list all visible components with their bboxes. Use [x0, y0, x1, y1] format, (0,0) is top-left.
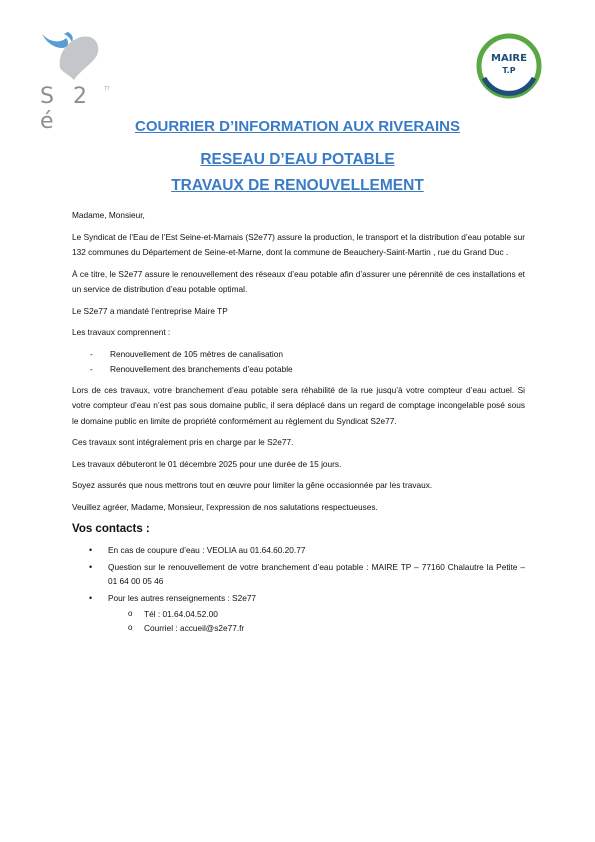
- contacts-list: [72, 543, 525, 635]
- document-title: COURRIER D’INFORMATION AUX RIVERAINS: [134, 118, 460, 135]
- s2e77-logo-icon: [38, 28, 108, 84]
- list-item: [72, 347, 525, 362]
- list-item: [108, 607, 525, 621]
- works-list: [72, 347, 525, 377]
- letter-body: [72, 208, 525, 638]
- bullet-icon: •: [89, 562, 93, 572]
- s2e77-logo-superscript: 77: [104, 86, 110, 92]
- paragraph-closing: Veuillez agréer, Madame, Monsieur, l’expression de nos salutations respectueuses.: [72, 501, 378, 512]
- bullet-icon: •: [89, 593, 93, 603]
- paragraph-funding: Ces travaux sont intégralement pris en charge par le S2e77.: [72, 437, 294, 447]
- paragraph-syndicate: Le Syndicat de l’Eau de l’Est Seine-et-Marnais (S2e77) assure la production, le transport et la distribution d’eau potable sur 132 communes du Département de Seine-et-Marne, dont la commune de Beauchery-Saint-Martin , rue du Grand Duc .: [72, 231, 525, 257]
- list-item: [72, 543, 525, 557]
- works-item-text: Renouvellement des branchements d’eau potable: [110, 363, 293, 374]
- contact-other-details: [108, 607, 525, 635]
- paragraph-apology: Soyez assurés que nous mettrons tout en œuvre pour limiter la gêne occasionnée par les travaux.: [72, 480, 433, 490]
- contact-water-outage: En cas de coupure d’eau : VEOLIA au 01.64.60.20.77: [108, 545, 306, 555]
- s2e77-logo: [38, 28, 110, 134]
- works-item-text: Renouvellement de 105 mètres de canalisation: [110, 348, 283, 359]
- list-item: [72, 362, 525, 377]
- document-subtitle-works: TRAVAUX DE RENOUVELLEMENT: [171, 177, 424, 194]
- contact-email: Courriel : accueil@s2e77.fr: [144, 623, 245, 633]
- list-item: [72, 560, 525, 588]
- paragraph-contractor: Le S2e77 a mandaté l’entreprise Maire TP: [72, 305, 228, 316]
- s2e77-logo-text: S 2 é: [40, 84, 93, 134]
- greeting: Madame, Monsieur,: [72, 210, 145, 220]
- paragraph-connection: Lors de ces travaux, votre branchement d’eau potable sera réhabilité de la rue jusqu’à votre compteur d’eau actuel. Si votre compteur d’eau n’est pas sous domaine public, il sera déplacé dans un regard de comptage incongelable posé sous le domaine public en limite de propriété conformément au règlement du Syndicat S2e77.: [72, 384, 525, 426]
- works-intro: Les travaux comprennent :: [72, 327, 171, 337]
- maire-tp-logo-name: MAIRE: [491, 53, 527, 64]
- maire-tp-logo-subname: T.P: [502, 66, 516, 75]
- contact-other: Pour les autres renseignements : S2e77: [108, 593, 257, 603]
- document-subtitle-network: RESEAU D’EAU POTABLE: [200, 151, 395, 168]
- dash-bullet-icon: -: [90, 348, 93, 359]
- circle-bullet-icon: o: [128, 623, 133, 632]
- bullet-icon: •: [89, 545, 93, 555]
- paragraph-schedule: Les travaux débuteront le 01 décembre 2025 pour une durée de 15 jours.: [72, 458, 342, 469]
- circle-bullet-icon: o: [128, 609, 133, 618]
- list-item: [108, 621, 525, 635]
- dash-bullet-icon: -: [90, 363, 93, 374]
- maire-tp-logo: [476, 33, 542, 99]
- contacts-heading: Vos contacts :: [72, 523, 150, 535]
- paragraph-renewal: À ce titre, le S2e77 assure le renouvellement des réseaux d’eau potable afin d’assurer une pérennité de ces installations et un service de distribution d’eau potable optimal.: [72, 268, 525, 294]
- list-item: [72, 591, 525, 635]
- contact-contractor: Question sur le renouvellement de votre branchement d’eau potable : MAIRE TP – 77160 Chalautre la Petite – 01 64 00 05 46: [108, 562, 525, 586]
- contact-phone: Tél : 01.64.04.52.00: [144, 609, 218, 619]
